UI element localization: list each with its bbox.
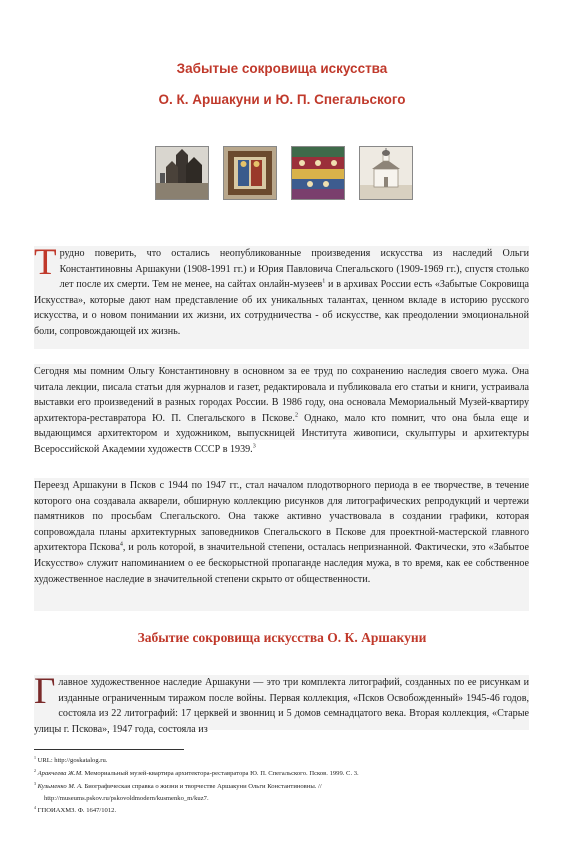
footnote-2: $^2$ Аракчеева Ж.М. Мемориальный музей-квартира архитектора-реставратора Ю. П. Спегальского. Псков. 1999. С. 3.	[34, 767, 359, 777]
footnote-ref[interactable]: 4	[119, 542, 123, 549]
footnote-divider	[34, 749, 184, 750]
thumbnail-strip	[155, 146, 415, 200]
footnote-ref[interactable]: 1	[322, 278, 326, 285]
wooden-church-photo-icon[interactable]	[155, 146, 209, 200]
footnote-3-link[interactable]: http://museums.pskov.ru/pskovoldmodern/kusmenko_m/kuz7.	[44, 795, 209, 802]
drop-cap: Г	[34, 671, 56, 712]
section-title: Забытие сокровища искусства О. К. Аршакуни	[137, 630, 427, 645]
footnote-ref[interactable]: 2	[294, 412, 298, 419]
paragraph-legacy: Сегодня мы помним Ольгу Константиновну в основном за ее труд по сохранению наследия своего мужа. Она читала лекции, писала статьи для журналов и газет, редактировала и публиковала его статьи и книги, устраивала выставки его произведений в разных городах России. В 1986 году, она основала Мемориальный Музей-квартиру архитектора-реставратора Ю. П. Спегальского в Пскове.$^2$ Однако, мало кто помнит, что она была еще и выдающимся архитектором и художником, выпускницей Института живописи, скульптуры и архитектуры Всероссийской Академии художеств СССР в 1939.$^3$	[34, 366, 530, 455]
paragraph-lithographs: Главное художественное наследие Аршакуни — это три комплекта литографий, созданных по ее рисункам и изданные ограниченным тиражом после войны. Первая коллекция, «Псков Освобожденный» 1945-46 годов, состояла из 22 литографий: 17 церквей и звонниц и 5 домов семнадцатого века. Вторая коллекция, «Старые улицы г. Пскова», 1947 года, состояла из	[34, 671, 529, 735]
footnote-4: $^4$ ГПОИАХМЗ. Ф. 1647/1012.	[34, 804, 117, 814]
footnote-1: $^1$ URL: http://goskatalog.ru.	[34, 754, 108, 764]
drop-cap: Т	[34, 242, 57, 283]
church-watercolor-icon[interactable]	[359, 146, 413, 200]
carved-icon-frame-photo-icon[interactable]	[223, 146, 277, 200]
paragraph-pskov: Переезд Аршакуни в Псков с 1944 по 1947 гг., стал началом плодотворного периода в ее творчестве, в течение которого она создавала акварели, обширную коллекцию рисунков для литографических репродукций и чертежи памятников по просьбам Спегальского. Она также активно участвовала в создании графики, которая сопровождала планы архитектурных заповедников Спегальского в Пскове для проектной-мастерской главного архитектора Пскова$^4$, и роль которой, в значительной степени, осталась непризнанной. Фактически, это «Забытое Искусство» служит напоминанием о ее бескорыстной пропаганде наследия мужа, в то время, как ее собственное художественное наследие в значительной степени скрыто от общественности.	[34, 478, 529, 611]
footnote-3: $^3$ Кузьменко М. А. Биографическая справка о жизни и творчестве Аршакуни Ольги Константиновны. //	[34, 780, 322, 790]
page-title: Забытые сокровища искусства	[176, 61, 388, 76]
ornamental-panel-photo-icon[interactable]	[291, 146, 345, 200]
paragraph-intro: Трудно поверить, что остались неопубликованные произведения искусства из наследий Ольги Константиновны Аршакуни (1908-1991 гг.) и Юрия Павловича Спегальского (1909-1969 гг.), спустя столько лет после их смерти. Тем не менее, на сайтах онлайн-музеев$^1$ и в архивах России есть «Забытые Сокровища Искусства», которые дают нам представление об их уникальных талантах, ценном вкладе в историю русского искусства, и о новом понимании их жизни, их сотрудничества - об искусстве, как преодолении эмоциональной боли, сопровождающей их жизнь.	[34, 246, 529, 349]
page-subtitle: О. К. Аршакуни и Ю. П. Спегальского	[158, 92, 406, 107]
footnote-ref[interactable]: 3	[252, 443, 256, 450]
